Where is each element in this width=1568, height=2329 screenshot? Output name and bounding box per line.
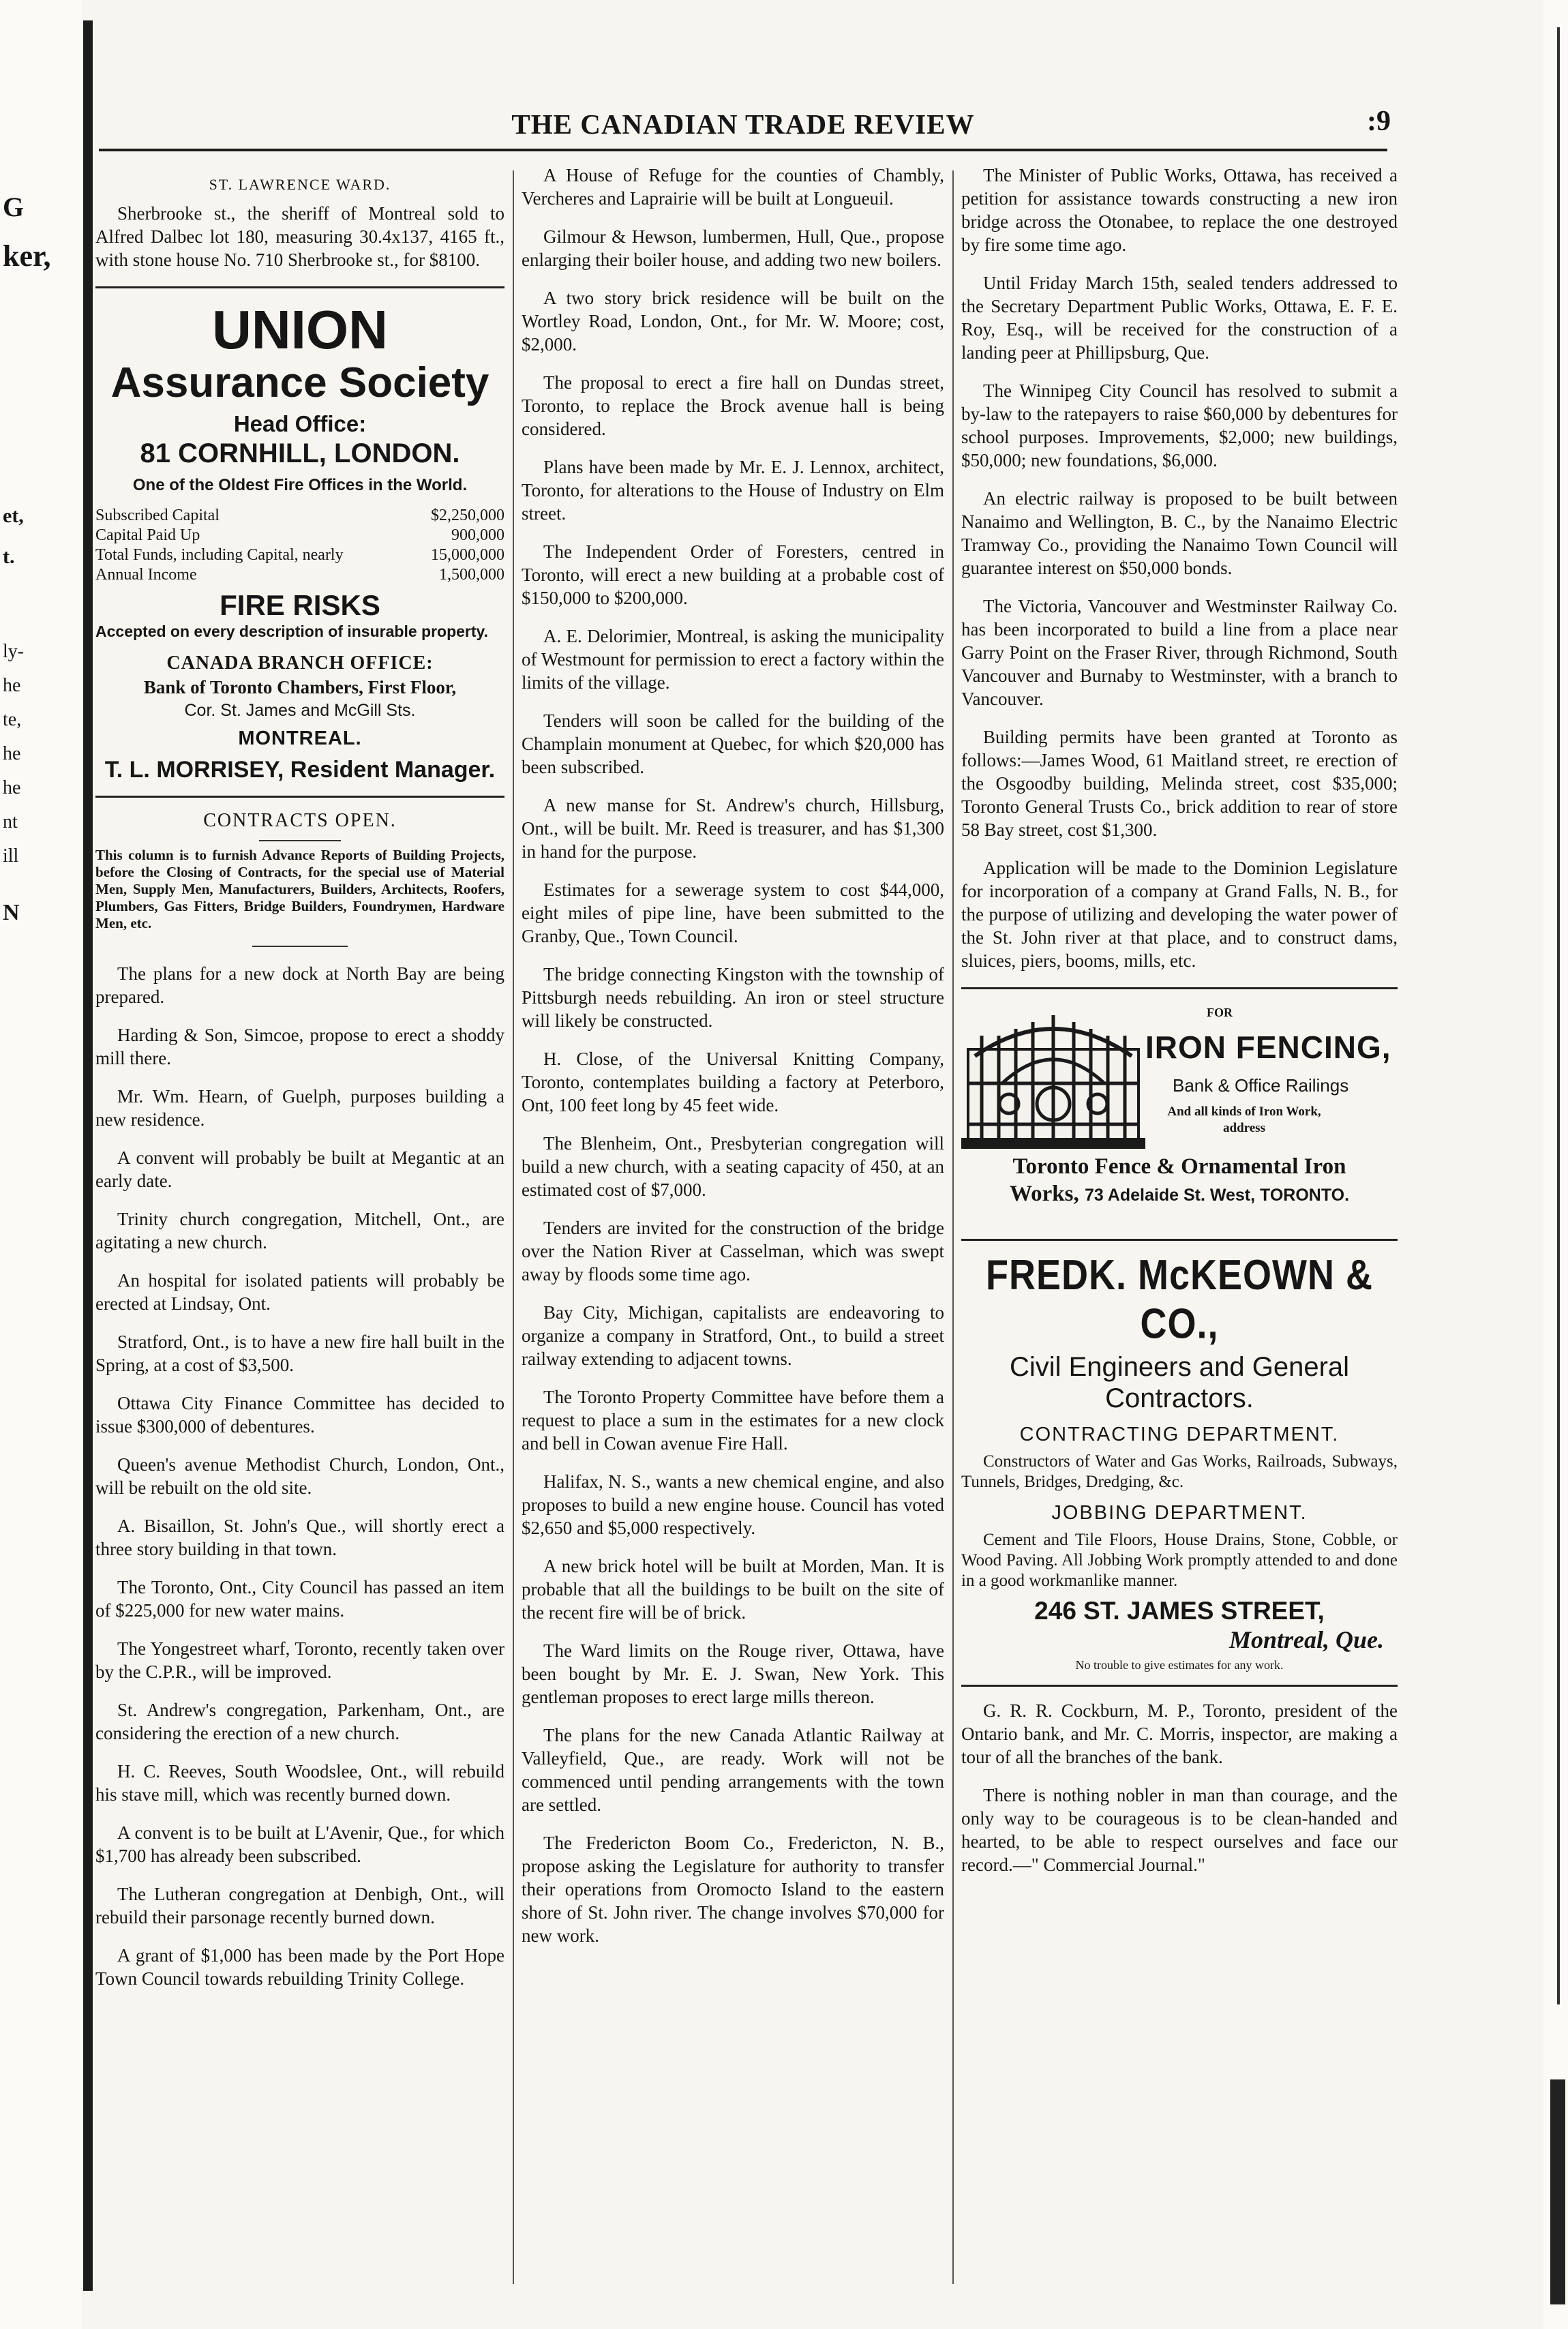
news-item: Mr. Wm. Hearn, of Guelph, purposes building a new residence. xyxy=(95,1086,504,1130)
ad-title: IRON FENCING, xyxy=(1145,1030,1391,1065)
ad-address: 81 CORNHILL, LONDON. xyxy=(140,438,460,468)
margin-fragment: t. xyxy=(3,545,15,568)
news-item: A. Bisaillon, St. John's Que., will shortly erect a three story building in that town. xyxy=(95,1516,504,1559)
financials-row xyxy=(95,545,504,565)
rule xyxy=(961,987,1398,989)
financials-row xyxy=(95,565,504,585)
mckeown-ad xyxy=(961,1251,1398,1672)
margin-fragment: he xyxy=(3,743,21,764)
news-item: Estimates for a sewerage system to cost $44,000, eight miles of pipe line, have been submitted to the Granby, Que., Town Council. xyxy=(522,880,944,946)
news-item: An electric railway is proposed to be built between Nanaimo and Wellington, B. C., by the Nanaimo Electric Tramway Co., providing the Nanaimo Town Council will guarantee interest on $50,000 bonds. xyxy=(961,488,1398,578)
short-rule xyxy=(259,840,341,841)
publication-title: THE CANADIAN TRADE REVIEW xyxy=(511,108,975,140)
news-item: A grant of $1,000 has been made by the Port Hope Town Council towards rebuilding Trinity College. xyxy=(95,1945,504,1989)
header-rule xyxy=(99,149,1387,151)
news-item: Building permits have been granted at Toronto as follows:—James Wood, 61 Maitland street, re erection of the Osgoodby building, Melinda street, cost $35,000; Toronto General Trusts Co., brick addition to rear of store 58 Bay street, cost $1,300. xyxy=(961,727,1398,840)
ad-branch-line: Cor. St. James and McGill Sts. xyxy=(184,701,416,720)
news-item: Sherbrooke st., the sheriff of Montreal sold to Alfred Dalbec lot 180, measuring 30.4x137, 4165 ft., with stone house No. 710 Sherbrooke st., for $8100. xyxy=(95,203,504,270)
news-item: The plans for a new dock at North Bay are being prepared. xyxy=(95,963,504,1007)
ad-subtitle: Bank & Office Railings xyxy=(1173,1075,1349,1096)
page-number: :9 xyxy=(1367,106,1391,137)
ad-city: MONTREAL. xyxy=(238,727,362,749)
ad-kinds: And all kinds of Iron Work, address xyxy=(1167,1105,1321,1135)
news-item: Trinity church congregation, Mitchell, Ont., are agitating a new church. xyxy=(95,1209,504,1252)
news-item: An hospital for isolated patients will probably be erected at Lindsay, Ont. xyxy=(95,1270,504,1314)
ad-financials-table xyxy=(95,506,504,585)
ad-company: Toronto Fence & Ornamental Iron xyxy=(1012,1154,1346,1179)
news-item: St. Andrew's congregation, Parkenham, Ont., are considering the erection of a new church. xyxy=(95,1700,504,1743)
margin-fragment: ly- xyxy=(3,641,25,662)
news-item: The Winnipeg City Council has resolved to submit a by-law to the ratepayers to raise $60,000 by debentures for school purposes. Improvements, $2,000; new buildings, $50,000; new foundations, $6,000. xyxy=(961,380,1398,470)
news-item: A two story brick residence will be built on the Wortley Road, London, Ont., for Mr. W. Moore; cost, $2,000. xyxy=(522,288,944,355)
rule xyxy=(95,796,504,798)
news-item: The Victoria, Vancouver and Westminster Railway Co. has been incorporated to build a line from a place near Garry Point on the Fraser River, through Richmond, South Vancouver and Burnaby to Westminster, with a branch to Vancouver. xyxy=(961,596,1398,709)
scan-right-margin xyxy=(1543,0,1568,2329)
ad-subtitle: Civil Engineers and General Contractors. xyxy=(1009,1352,1350,1413)
news-item: A new brick hotel will be built at Morden, Man. It is probable that all the buildings to be built on the site of the recent fire will be of brick. xyxy=(522,1556,944,1623)
news-item: Halifax, N. S., wants a new chemical engine, and also proposes to build a new engine house. Council has voted $2,650 and $5,000 respectively. xyxy=(522,1471,944,1538)
news-item: H. Close, of the Universal Knitting Company, Toronto, contemplates building a factory at Peterboro, Ont, 100 feet long by 45 feet wide. xyxy=(522,1049,944,1115)
section-heading: CONTRACTS OPEN. xyxy=(203,810,397,831)
financials-label: Subscribed Capital xyxy=(95,507,220,524)
financials-label: Capital Paid Up xyxy=(95,526,200,544)
news-item: A. E. Delorimier, Montreal, is asking the municipality of Westmount for permission to erect a factory within the limits of the village. xyxy=(522,626,944,693)
iron-fencing-ad xyxy=(961,1002,1398,1227)
rule xyxy=(961,1685,1398,1687)
column-notice: This column is to furnish Advance Reports of Building Projects, before the Closing of Contracts, for the special use of Material Men, Supply Men, Manufacturers, Builders, Architects, Roofers, Plumbers, Gas Fitters, Bridge Builders, Foundrymen, Hardware Men, etc. xyxy=(95,847,504,931)
ad-street: 246 ST. JAMES STREET, xyxy=(1034,1597,1325,1625)
news-item: Application will be made to the Dominion Legislature for incorporation of a company at Grand Falls, N. B., for the purpose of utilizing and developing the water power of the St. John river at that place, and to construct dams, sluices, piers, booms, mills, etc. xyxy=(961,858,1398,971)
news-item: Gilmour & Hewson, lumbermen, Hull, Que., propose enlarging their boiler house, and adding two new boilers. xyxy=(522,226,944,270)
iron-gate-illustration xyxy=(961,1008,1145,1152)
margin-fragment: G xyxy=(3,192,25,222)
financials-value: $2,250,000 xyxy=(431,507,504,524)
ad-works: Works, xyxy=(1009,1182,1079,1206)
news-item: Tenders will soon be called for the building of the Champlain monument at Quebec, for which $20,000 has been subscribed. xyxy=(522,710,944,777)
margin-fragment: ill xyxy=(3,845,19,867)
financials-label: Annual Income xyxy=(95,566,197,584)
rule xyxy=(95,286,504,288)
column-divider xyxy=(952,170,954,2284)
scan-left-margin xyxy=(0,0,82,2329)
ad-address-line xyxy=(961,1182,1398,1207)
margin-fragment: nt xyxy=(3,811,18,832)
ad-branch-line: Bank of Toronto Chambers, First Floor, xyxy=(143,677,457,697)
news-item: H. C. Reeves, South Woodslee, Ont., will rebuild his stave mill, which was recently burned down. xyxy=(95,1761,504,1805)
margin-fragment: ker, xyxy=(3,239,51,273)
news-item: The Ward limits on the Rouge river, Ottawa, have been bought by Mr. E. J. Swan, New York. This gentleman proposes to erect large mills thereon. xyxy=(522,1640,944,1707)
news-item: The Independent Order of Foresters, centred in Toronto, will erect a new building at a probable cost of $150,000 to $200,000. xyxy=(522,541,944,608)
ad-head-office-label: Head Office: xyxy=(233,411,367,436)
column-left xyxy=(95,164,504,2005)
news-item: A convent will probably be built at Megantic at an early date. xyxy=(95,1147,504,1191)
financials-value: 1,500,000 xyxy=(439,566,504,584)
news-item: The Toronto, Ont., City Council has passed an item of $225,000 for new water mains. xyxy=(95,1577,504,1621)
financials-value: 15,000,000 xyxy=(431,546,504,564)
ad-for-label: FOR xyxy=(1207,1006,1233,1019)
news-item: Until Friday March 15th, sealed tenders addressed to the Secretary Department Public Works, Ottawa, E. F. E. Roy, Esq., will be received for the construction of a landing peer at Phillipsburg, Que. xyxy=(961,273,1398,363)
right-border-shadow xyxy=(1550,2079,1565,2304)
news-item: The Minister of Public Works, Ottawa, has received a petition for assistance towards constructing a new iron bridge across the Otonabee, to replace the one destroyed by fire some time ago. xyxy=(961,165,1398,255)
ad-title: FREDK. McKEOWN & CO., xyxy=(986,1251,1373,1348)
news-item: Stratford, Ont., is to have a new fire hall built in the Spring, at a cost of $3,500. xyxy=(95,1332,504,1375)
news-item: Plans have been made by Mr. E. J. Lennox, architect, Toronto, for alterations to the House of Industry on Elm street. xyxy=(522,457,944,524)
news-item: Bay City, Michigan, capitalists are endeavoring to organize a company in Stratford, Ont., to build a street railway extending to adjacent towns. xyxy=(522,1302,944,1369)
ad-company-name: UNION xyxy=(212,299,388,360)
column-right xyxy=(961,164,1398,1891)
news-item: The Blenheim, Ont., Presbyterian congregation will build a new church, with a seating capacity of 450, at an estimated cost of $7,000. xyxy=(522,1133,944,1200)
ad-department-heading: CONTRACTING DEPARTMENT. xyxy=(1019,1424,1340,1445)
ad-department-heading: JOBBING DEPARTMENT. xyxy=(1051,1502,1308,1524)
news-item: There is nothing nobler in man than courage, and the only way to be courageous is to be clean-handed and hearted, to be able to respect ourselves and face our record.—" Commercial Journal." xyxy=(961,1785,1398,1875)
news-item: The Toronto Property Committee have before them a request to place a sum in the estimates for a new clock and bell in Cowan avenue Fire Hall. xyxy=(522,1387,944,1454)
margin-fragment: et, xyxy=(3,505,24,527)
margin-fragment: he xyxy=(3,777,21,798)
ad-branch-office: CANADA BRANCH OFFICE: xyxy=(166,652,434,674)
news-item: The proposal to erect a fire hall on Dundas street, Toronto, to replace the Brock avenue hall is being considered. xyxy=(522,372,944,439)
column-middle xyxy=(522,164,944,1962)
binding-edge xyxy=(83,20,93,2291)
ad-department-body: Cement and Tile Floors, House Drains, Stone, Cobble, or Wood Paving. All Jobbing Work promptly attended to and done in a good workmanlike manner. xyxy=(961,1531,1398,1590)
ad-department-body: Constructors of Water and Gas Works, Railroads, Subways, Tunnels, Bridges, Dredging, &c. xyxy=(961,1452,1398,1491)
news-item: Harding & Son, Simcoe, propose to erect a shoddy mill there. xyxy=(95,1025,504,1068)
short-rule xyxy=(252,946,348,947)
financials-label: Total Funds, including Capital, nearly xyxy=(95,546,344,564)
news-item: Ottawa City Finance Committee has decided to issue $300,000 of debentures. xyxy=(95,1393,504,1437)
news-item: Tenders are invited for the construction of the bridge over the Nation River at Casselman, which was swept away by floods some time ago. xyxy=(522,1218,944,1284)
rule xyxy=(961,1239,1398,1241)
ad-accepted: Accepted on every description of insurable property. xyxy=(95,622,488,640)
news-item: Queen's avenue Methodist Church, London, Ont., will be rebuilt on the old site. xyxy=(95,1454,504,1498)
margin-fragment: te, xyxy=(3,709,22,730)
news-item: A new manse for St. Andrew's church, Hillsburg, Ont., will be built. Mr. Reed is treasurer, and has $1,300 in hand for the purpose. xyxy=(522,795,944,862)
financials-row xyxy=(95,526,504,545)
news-item: The plans for the new Canada Atlantic Railway at Valleyfield, Que., are ready. Work will not be commenced until pending arrangements with the town are settled. xyxy=(522,1725,944,1815)
news-list xyxy=(95,962,504,1990)
page-header xyxy=(95,108,1391,149)
column-divider xyxy=(513,170,514,2284)
financials-row xyxy=(95,506,504,526)
ad-fire-risks: FIRE RISKS xyxy=(220,589,380,621)
union-assurance-ad xyxy=(95,301,504,783)
news-item: The Lutheran congregation at Denbigh, Ont., will rebuild their parsonage recently burned down. xyxy=(95,1884,504,1927)
news-item: The bridge connecting Kingston with the township of Pittsburgh needs rebuilding. An iron or steel structure will likely be constructed. xyxy=(522,964,944,1031)
news-item: G. R. R. Cockburn, M. P., Toronto, president of the Ontario bank, and Mr. C. Morris, inspector, are making a tour of all the branches of the bank. xyxy=(961,1700,1398,1767)
margin-fragment: N xyxy=(3,900,20,925)
ad-city: Montreal, Que. xyxy=(1228,1626,1384,1653)
ad-note: No trouble to give estimates for any work. xyxy=(1075,1658,1284,1672)
ad-manager: T. L. MORRISEY, Resident Manager. xyxy=(104,757,496,783)
section-subhead: ST. LAWRENCE WARD. xyxy=(209,176,391,193)
ad-address: 73 Adelaide St. West, TORONTO. xyxy=(1084,1186,1350,1205)
right-border-rule xyxy=(1557,27,1560,2004)
news-item: The Yongestreet wharf, Toronto, recently taken over by the C.P.R., will be improved. xyxy=(95,1638,504,1682)
ad-tagline: One of the Oldest Fire Offices in the World. xyxy=(132,476,468,494)
financials-value: 900,000 xyxy=(451,526,504,544)
ad-company-name-2: Assurance Society xyxy=(110,359,489,406)
news-item: A convent is to be built at L'Avenir, Que., for which $1,700 has already been subscribed. xyxy=(95,1822,504,1866)
news-item: The Fredericton Boom Co., Fredericton, N. B., propose asking the Legislature for authority to transfer their operations from Oromocto Island to the eastern shore of St. John river. The change involves $70,000 for new work. xyxy=(522,1833,944,1946)
margin-fragment: he xyxy=(3,675,21,696)
news-item: A House of Refuge for the counties of Chambly, Vercheres and Laprairie will be built at Longueuil. xyxy=(522,165,944,209)
